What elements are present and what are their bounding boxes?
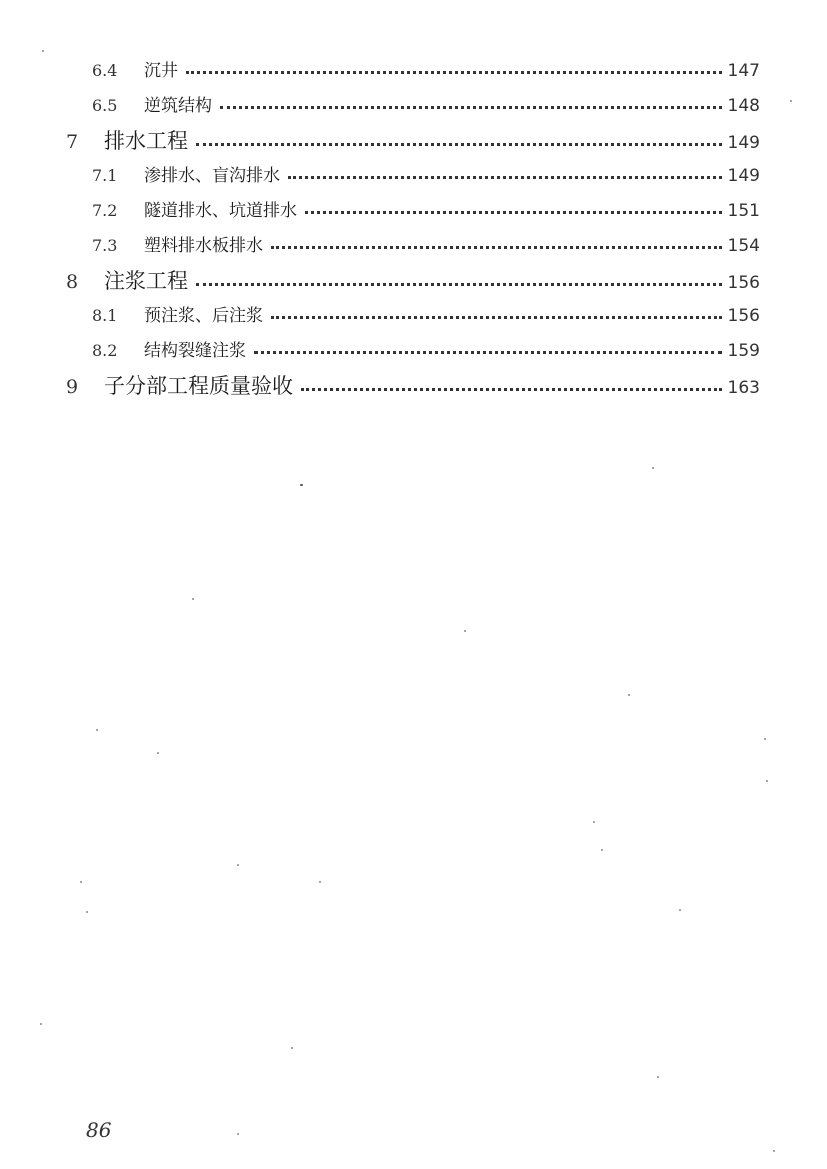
scan-speck bbox=[237, 864, 239, 866]
toc-entry-number: 6.5 bbox=[92, 96, 118, 115]
scan-speck bbox=[764, 738, 766, 740]
toc-entry-number: 7.3 bbox=[92, 236, 118, 255]
dot-leader bbox=[220, 106, 722, 109]
toc-entry-number: 7.2 bbox=[92, 201, 118, 220]
dot-leader bbox=[271, 316, 722, 319]
toc-entry-title: 隧道排水、坑道排水 bbox=[144, 201, 297, 221]
scan-speck bbox=[291, 1047, 293, 1049]
toc-entry-title: 子分部工程质量验收 bbox=[104, 374, 293, 398]
scan-speck bbox=[601, 849, 603, 851]
toc-entry-number: 8 bbox=[66, 271, 79, 293]
toc-entry-8-1[interactable] bbox=[92, 301, 760, 326]
scan-speck bbox=[80, 881, 82, 883]
toc-entry-number: 7 bbox=[66, 131, 79, 153]
toc-entry-number: 6.4 bbox=[92, 61, 118, 80]
toc-entry-number: 9 bbox=[66, 376, 79, 398]
scan-speck bbox=[40, 1023, 42, 1025]
toc-entry-title: 预注浆、后注浆 bbox=[144, 306, 263, 326]
toc-entry-number: 7.1 bbox=[92, 166, 118, 185]
toc-entry-page: 147 bbox=[727, 61, 760, 81]
page-number: 86 bbox=[86, 1118, 112, 1142]
toc-entry-7[interactable] bbox=[66, 125, 760, 155]
scan-speck bbox=[766, 780, 768, 782]
toc-entry-page: 156 bbox=[727, 273, 760, 293]
toc-entry-page: 154 bbox=[727, 236, 760, 256]
toc-entry-title: 沉井 bbox=[144, 61, 178, 81]
scan-speck bbox=[237, 1133, 239, 1135]
toc-entry-7-1[interactable] bbox=[92, 161, 760, 186]
scan-speck bbox=[300, 484, 303, 486]
toc-entry-6-5[interactable] bbox=[92, 91, 760, 116]
toc-entry-page: 163 bbox=[727, 378, 760, 398]
dot-leader bbox=[271, 246, 722, 249]
toc-entry-page: 149 bbox=[727, 166, 760, 186]
scan-speck bbox=[319, 881, 321, 883]
toc-entry-page: 156 bbox=[727, 306, 760, 326]
toc-entry-7-3[interactable] bbox=[92, 231, 760, 256]
toc-entry-number: 8.2 bbox=[92, 341, 118, 360]
scan-speck bbox=[679, 909, 681, 911]
toc-entry-page: 151 bbox=[727, 201, 760, 221]
dot-leader bbox=[254, 351, 722, 354]
dot-leader bbox=[196, 143, 722, 146]
toc-entry-page: 159 bbox=[727, 341, 760, 361]
scan-speck bbox=[790, 100, 792, 102]
toc-entry-title: 结构裂缝注浆 bbox=[144, 341, 246, 361]
scan-speck bbox=[192, 598, 194, 600]
dot-leader bbox=[301, 388, 722, 391]
toc-entry-page: 148 bbox=[727, 96, 760, 116]
toc-entry-8-2[interactable] bbox=[92, 336, 760, 361]
scan-speck bbox=[628, 694, 630, 696]
scan-speck bbox=[157, 752, 159, 754]
toc-entry-title: 逆筑结构 bbox=[144, 96, 212, 116]
toc-entry-title: 塑料排水板排水 bbox=[144, 236, 263, 256]
table-of-contents bbox=[0, 0, 827, 420]
toc-entry-title: 渗排水、盲沟排水 bbox=[144, 166, 280, 186]
scan-speck bbox=[593, 821, 595, 823]
scan-speck bbox=[773, 1150, 775, 1152]
toc-entry-title: 注浆工程 bbox=[104, 269, 188, 293]
dot-leader bbox=[196, 283, 722, 286]
toc-entry-8[interactable] bbox=[66, 265, 760, 295]
toc-entry-7-2[interactable] bbox=[92, 196, 760, 221]
scan-speck bbox=[86, 911, 88, 913]
toc-entry-6-4[interactable] bbox=[92, 56, 760, 81]
scan-speck bbox=[96, 729, 98, 731]
dot-leader bbox=[288, 176, 722, 179]
scan-speck bbox=[464, 630, 466, 632]
dot-leader bbox=[186, 71, 722, 74]
scan-speck bbox=[657, 1076, 659, 1078]
toc-entry-number: 8.1 bbox=[92, 306, 118, 325]
toc-entry-page: 149 bbox=[727, 133, 760, 153]
scan-speck bbox=[652, 467, 654, 469]
scan-speck bbox=[42, 50, 44, 52]
toc-entry-title: 排水工程 bbox=[104, 129, 188, 153]
toc-entry-9[interactable] bbox=[66, 370, 760, 400]
dot-leader bbox=[305, 211, 722, 214]
